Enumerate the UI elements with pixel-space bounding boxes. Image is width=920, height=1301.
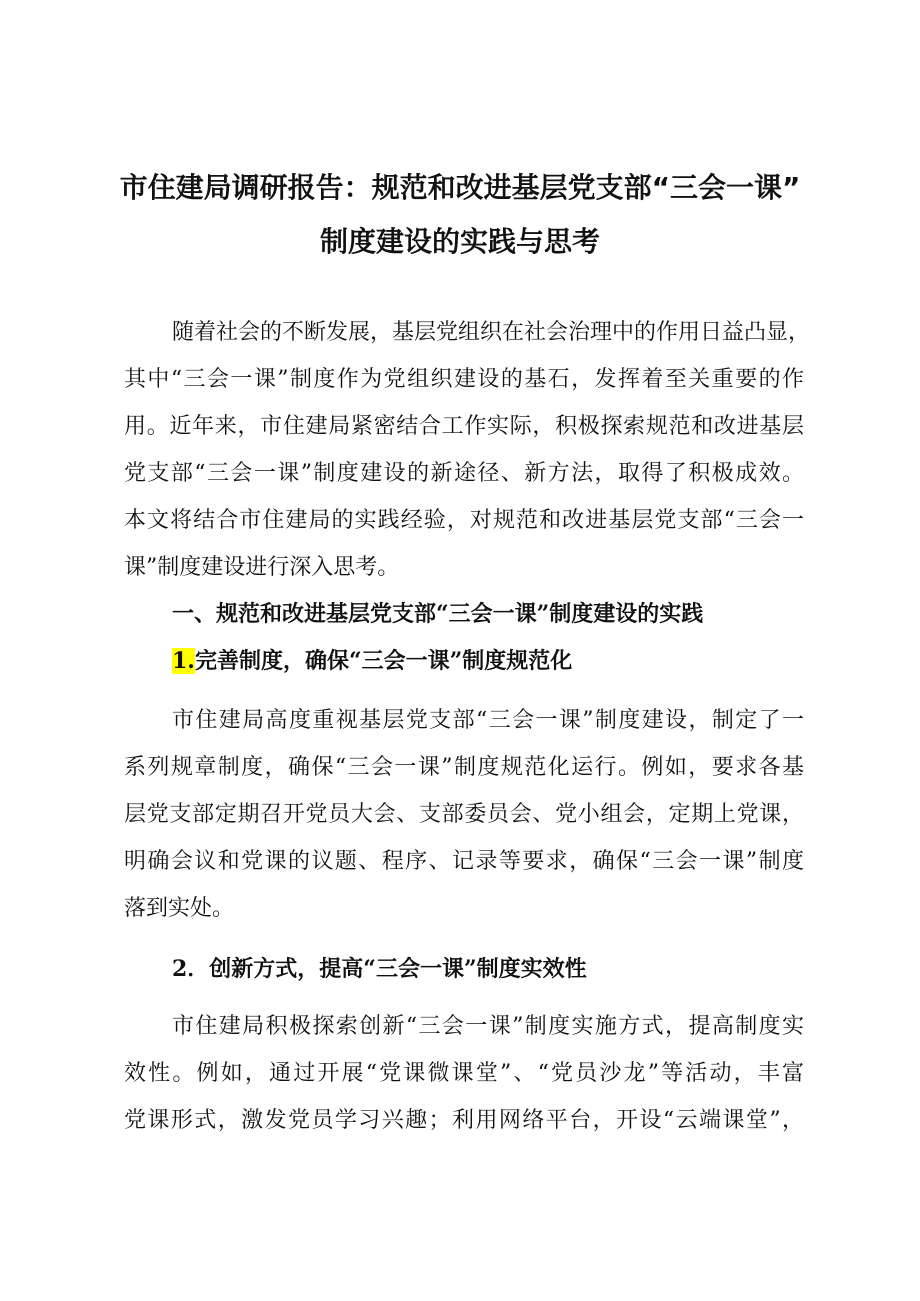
intro-line: 随着社会的不断发展，基层党组织在社会治理中的作用日益凸显， [172,320,811,345]
subsection-2-heading: 2．创新方式，提高“三会一课”制度实效性 [172,956,587,982]
intro-line: 课”制度建设进行深入思考。 [124,555,400,580]
intro-line: 用。近年来，市住建局紧密结合工作实际，积极探索规范和改进基层 [124,414,804,439]
subsection-1-title: 完善制度，确保“三会一课”制度规范化 [194,648,573,674]
paragraph-line: 市住建局高度重视基层党支部“三会一课”制度建设，制定了一 [172,708,804,733]
document-title-line-1: 市住建局调研报告：规范和改进基层党支部“三会一课” [119,171,801,204]
subsection-1-number: 1. [172,648,195,674]
paragraph-line: 市住建局积极探索创新“三会一课”制度实施方式，提高制度实 [172,1014,804,1039]
subsection-1-heading [172,646,572,676]
intro-line: 党支部“三会一课”制度建设的新途径、新方法，取得了积极成效。 [124,461,804,486]
paragraph-line: 效性。例如，通过开展“党课微课堂”、“党员沙龙”等活动，丰富 [124,1061,804,1086]
document-title-line-2: 制度建设的实践与思考 [319,225,600,258]
paragraph-line: 落到实处。 [124,896,235,921]
paragraph-line: 层党支部定期召开党员大会、支部委员会、党小组会，定期上党课， [124,802,804,827]
paragraph-line: 明确会议和党课的议题、程序、记录等要求，确保“三会一课”制度 [124,849,804,874]
paragraph-line: 党课形式，激发党员学习兴趣；利用网络平台，开设“云端课堂”， [124,1108,804,1133]
section-1-heading: 一、规范和改进基层党支部“三会一课”制度建设的实践 [172,601,704,627]
intro-line: 本文将结合市住建局的实践经验，对规范和改进基层党支部“三会一 [124,508,804,533]
paragraph-line: 系列规章制度，确保“三会一课”制度规范化运行。例如，要求各基 [124,755,804,780]
intro-line: 其中“三会一课”制度作为党组织建设的基石，发挥着至关重要的作 [124,367,804,392]
